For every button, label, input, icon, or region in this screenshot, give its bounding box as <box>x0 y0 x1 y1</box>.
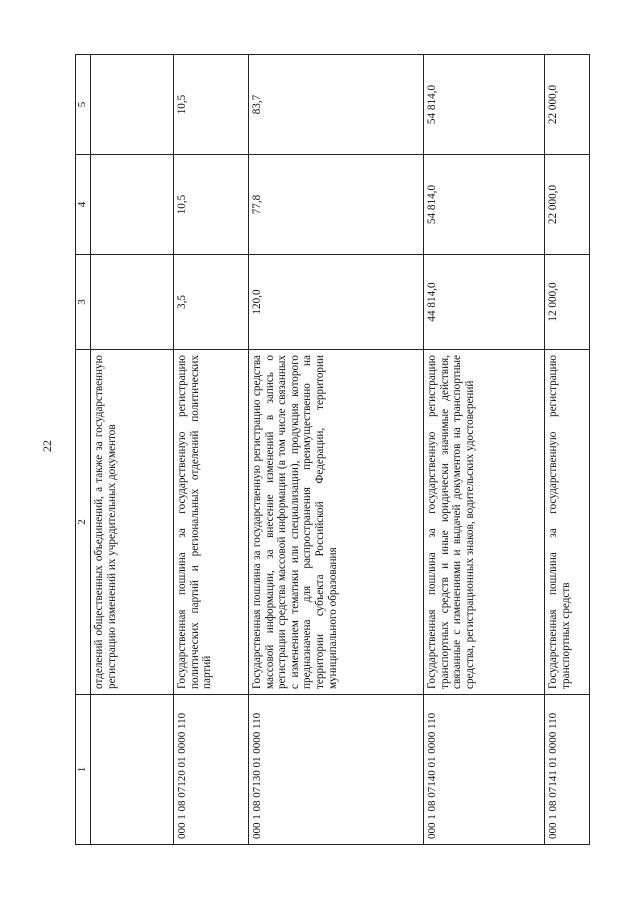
table-row <box>174 55 249 845</box>
row-col5: 83,7 <box>249 55 424 155</box>
row-name: Государственная пошлина за государственную регистрацию средства массовой информации, за внесение изменений в запись о регистрации средства массовой информации (в том числе связанных с изменением тематики или специализации), продукция которого предназначена для распространения преимущественно на территории субъекта Российской Федерации, территории муниципального образования <box>249 350 424 695</box>
row-col5: 10,5 <box>174 55 249 155</box>
row-col3: 3,5 <box>174 255 249 350</box>
row-code: 000 1 08 07141 01 0000 110 <box>545 695 590 845</box>
budget-table <box>75 54 590 845</box>
table-row <box>249 55 424 845</box>
table-header-row <box>76 55 91 845</box>
row-col3: 120,0 <box>249 255 424 350</box>
row-col4: 22 000,0 <box>545 155 590 255</box>
row-col4: 10,5 <box>174 155 249 255</box>
table-row <box>424 55 545 845</box>
header-col-1: 1 <box>76 695 91 845</box>
row-col5 <box>91 55 174 155</box>
row-code: 000 1 08 07130 01 0000 110 <box>249 695 424 845</box>
row-col5: 54 814,0 <box>424 55 545 155</box>
row-code <box>91 695 174 845</box>
header-col-3: 3 <box>76 255 91 350</box>
rotated-table-frame <box>75 55 595 845</box>
row-code: 000 1 08 07140 01 0000 110 <box>424 695 545 845</box>
table-row <box>545 55 590 845</box>
header-col-4: 4 <box>76 155 91 255</box>
row-col4: 77,8 <box>249 155 424 255</box>
row-col5: 22 000,0 <box>545 55 590 155</box>
row-code: 000 1 08 07120 01 0000 110 <box>174 695 249 845</box>
row-name: отделений общественных объединений, а также за государственную регистрацию изменений их учредительных документов <box>91 350 174 695</box>
row-name: Государственная пошлина за государственную регистрацию политических партий и региональных отделений политических партий <box>174 350 249 695</box>
row-col3: 12 000,0 <box>545 255 590 350</box>
page-number: 22 <box>40 440 54 452</box>
row-col4: 54 814,0 <box>424 155 545 255</box>
header-col-5: 5 <box>76 55 91 155</box>
row-name: Государственная пошлина за государственную регистрацию транспортных средств <box>545 350 590 695</box>
row-col4 <box>91 155 174 255</box>
row-name: Государственная пошлина за государственную регистрацию транспортных средств и иные юридически значимые действия, связанные с изменениями и выдачей документов на транспортные средства, регистрационных знаков, водительских удостоверений <box>424 350 545 695</box>
row-col3: 44 814,0 <box>424 255 545 350</box>
row-col3 <box>91 255 174 350</box>
header-col-2: 2 <box>76 350 91 695</box>
table-row <box>91 55 174 845</box>
